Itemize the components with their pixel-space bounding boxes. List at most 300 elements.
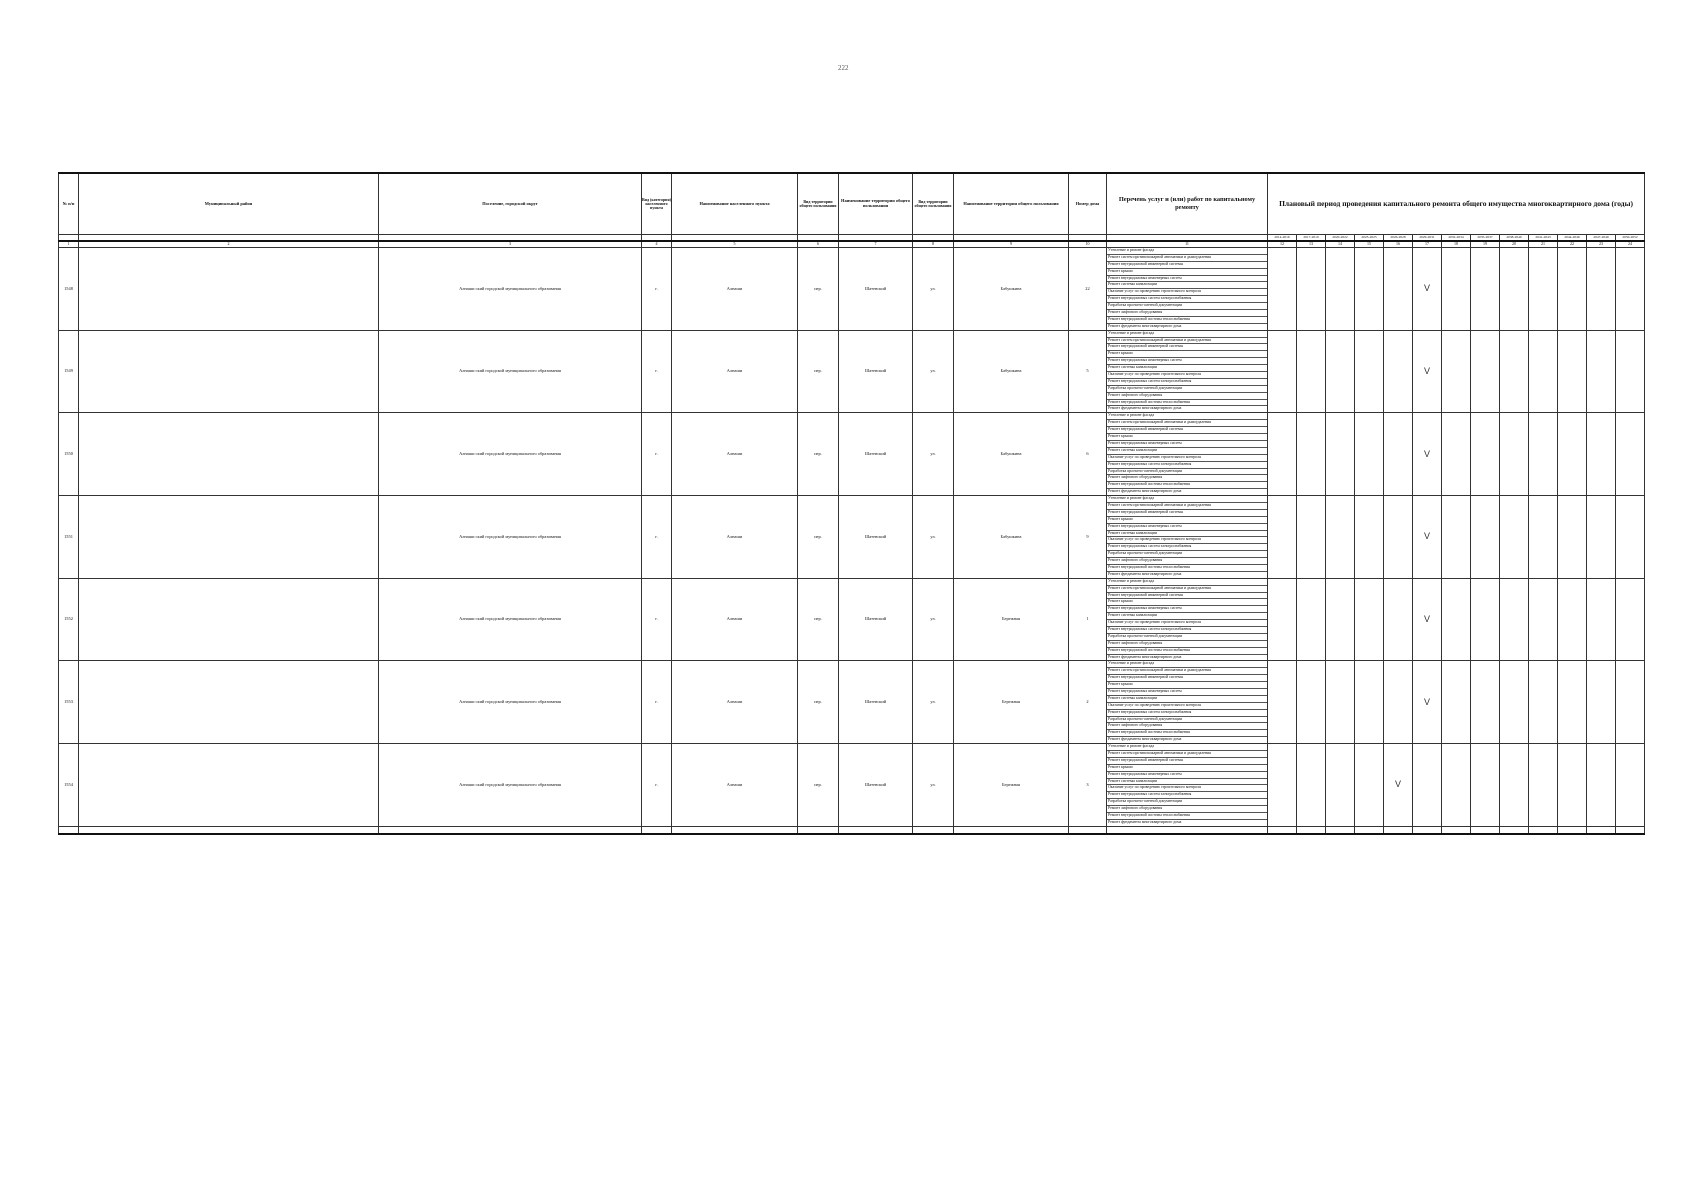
period-cell	[1326, 248, 1355, 331]
work-item: Ремонт внутридомовой инженерной системы	[1107, 593, 1267, 600]
cell-street-type: пер.	[798, 413, 839, 496]
work-item: Ремонт системы канализации	[1107, 365, 1267, 372]
work-item: Ремонт внутридомовой системы теплоснабжения	[1107, 565, 1267, 572]
column-number-cell: 13	[1297, 241, 1326, 248]
period-header-cell: 2044-2046	[1558, 235, 1587, 242]
work-item: Ремонт лифтового оборудования	[1107, 723, 1267, 730]
period-header-cell: 2014-2016	[1268, 235, 1297, 242]
period-cell	[1616, 578, 1645, 661]
period-cell	[1268, 330, 1297, 413]
cell-street-type: пер.	[798, 330, 839, 413]
work-item: Ремонт фундамента многоквартирного дома	[1108, 737, 1182, 742]
header-plan: Плановый период проведения капитального ремонта общего имущества многоквартирного дома (годы)	[1268, 173, 1645, 235]
period-cell	[1355, 496, 1384, 579]
cell-street-name: Шатенский	[839, 248, 913, 331]
period-cell	[1355, 248, 1384, 331]
period-header-cell: 2047-2049	[1587, 235, 1616, 242]
period-cell	[1297, 496, 1326, 579]
period-cell	[1471, 578, 1500, 661]
header-locality-type: Вид (категория) населенного пункта	[642, 173, 672, 235]
cell-settlement: Алнаши ский городской муниципального образования	[379, 413, 642, 496]
empty-cell	[839, 826, 913, 834]
period-cell	[1355, 330, 1384, 413]
period-cell	[1384, 413, 1413, 496]
work-item: Ремонт внутридомовой системы теплоснабжения	[1107, 482, 1267, 489]
work-item: Ремонт систем противопожарной автоматики и дымоудаления	[1107, 751, 1267, 758]
page-number: 222	[838, 64, 849, 72]
work-item: Ремонт системы канализации	[1107, 779, 1267, 786]
work-item: Ремонт системы канализации	[1107, 613, 1267, 620]
period-cell	[1616, 413, 1645, 496]
work-item: Ремонт внутридомовых систем электроснабжения	[1107, 627, 1267, 634]
period-header-cell: 2041-2043	[1529, 235, 1558, 242]
work-item: Ремонт лифтового оборудования	[1107, 558, 1267, 565]
cell-street-name: Шатенский	[839, 413, 913, 496]
work-item: Разработка проектно-сметной документации	[1107, 799, 1267, 806]
work-item: Ремонт внутридомовой системы теплоснабжения	[1107, 400, 1267, 407]
cell-house-no: 2	[1069, 661, 1107, 744]
empty-cell	[1326, 826, 1355, 834]
cell-num: 1552	[59, 578, 79, 661]
work-item: Утепление и ремонт фасада	[1107, 413, 1267, 420]
period-cell	[1442, 330, 1471, 413]
period-cell	[1442, 413, 1471, 496]
empty-cell	[1069, 826, 1107, 834]
period-cell	[1326, 413, 1355, 496]
period-cell	[1326, 661, 1355, 744]
work-item: Ремонт внутридомовых систем электроснабжения	[1107, 462, 1267, 469]
table-row	[59, 248, 1645, 331]
period-cell	[1326, 744, 1355, 827]
period-cell	[1297, 661, 1326, 744]
table-row	[59, 330, 1645, 413]
cell-street-type: пер.	[798, 744, 839, 827]
period-cell	[1442, 661, 1471, 744]
work-item: Ремонт крыши	[1107, 765, 1267, 772]
cell-settlement: Алнаши ский городской муниципального образования	[379, 330, 642, 413]
period-cell	[1500, 330, 1529, 413]
work-item: Ремонт внутридомовых инженерных систем	[1107, 276, 1267, 283]
cell-street-name: Шатенский	[839, 578, 913, 661]
empty-cell	[1616, 826, 1645, 834]
period-cell	[1529, 496, 1558, 579]
cell-house-no: 22	[1069, 248, 1107, 331]
cell-locality-type: г.	[642, 744, 672, 827]
period-cell	[1384, 248, 1413, 331]
work-item: Оказание услуг по проведению строительного контроля	[1107, 289, 1267, 296]
period-cell	[1297, 744, 1326, 827]
table-row	[59, 578, 1645, 661]
period-cell	[1558, 248, 1587, 331]
period-cell	[1587, 413, 1616, 496]
column-number-cell: 22	[1558, 241, 1587, 248]
work-item: Ремонт внутридомовых систем электроснабжения	[1107, 710, 1267, 717]
work-item: Ремонт фундамента многоквартирного дома	[1108, 489, 1182, 494]
header-house-no: Номер дома	[1069, 173, 1107, 235]
cell-num: 1549	[59, 330, 79, 413]
empty-cell	[79, 826, 379, 834]
column-number-cell: 8	[913, 241, 954, 248]
period-cell	[1355, 413, 1384, 496]
period-cell	[1558, 744, 1587, 827]
period-cell	[1268, 578, 1297, 661]
work-item: Ремонт лифтового оборудования	[1107, 393, 1267, 400]
header-settlement: Поселение, городской округ	[379, 173, 642, 235]
empty-cell	[1500, 826, 1529, 834]
work-item: Оказание услуг по проведению строительного контроля	[1107, 703, 1267, 710]
work-item: Ремонт лифтового оборудования	[1107, 310, 1267, 317]
period-cell	[1471, 248, 1500, 331]
work-item: Ремонт внутридомовых систем электроснабжения	[1107, 544, 1267, 551]
period-cell	[1384, 661, 1413, 744]
period-cell	[1587, 496, 1616, 579]
empty-cell	[1413, 826, 1442, 834]
table-row	[59, 661, 1645, 744]
work-item: Ремонт внутридомовых инженерных систем	[1107, 689, 1267, 696]
cell-works-list	[1107, 661, 1268, 744]
period-header-cell: 2050-2052	[1616, 235, 1645, 242]
period-cell	[1616, 330, 1645, 413]
period-cell	[1587, 248, 1616, 331]
column-number-cell: 11	[1107, 241, 1268, 248]
period-cell	[1268, 248, 1297, 331]
period-mark: V	[1413, 413, 1442, 496]
table-row	[59, 413, 1645, 496]
empty-cell	[1384, 826, 1413, 834]
empty-cell	[954, 826, 1069, 834]
cell-district	[79, 661, 379, 744]
cell-building-name: Бережная	[954, 661, 1069, 744]
work-item: Разработка проектно-сметной документации	[1107, 551, 1267, 558]
period-cell	[1500, 413, 1529, 496]
cell-building-name: Бабушкина	[954, 496, 1069, 579]
empty-cell	[1355, 826, 1384, 834]
cell-works-list	[1107, 330, 1268, 413]
cell-locality-name: Алнаши	[672, 744, 798, 827]
cell-building-type: ул.	[913, 248, 954, 331]
header-building-type: Вид территории общего пользования	[913, 173, 954, 235]
empty-cell	[642, 826, 672, 834]
cell-works-list	[1107, 578, 1268, 661]
cell-locality-name: Алнаши	[672, 496, 798, 579]
period-cell	[1529, 661, 1558, 744]
work-item: Ремонт систем противопожарной автоматики и дымоудаления	[1107, 503, 1267, 510]
period-cell	[1326, 496, 1355, 579]
period-cell	[1587, 578, 1616, 661]
column-number-cell: 16	[1384, 241, 1413, 248]
work-item: Ремонт крыши	[1107, 517, 1267, 524]
empty-cell	[1471, 826, 1500, 834]
work-item: Разработка проектно-сметной документации	[1107, 386, 1267, 393]
header-works: Перечень услуг и (или) работ по капитальному ремонту	[1107, 173, 1268, 235]
cell-works-list	[1107, 744, 1268, 827]
cell-street-name: Шатенский	[839, 330, 913, 413]
work-item: Ремонт внутридомовой инженерной системы	[1107, 427, 1267, 434]
empty-cell	[672, 826, 798, 834]
work-item: Ремонт внутридомовых инженерных систем	[1107, 524, 1267, 531]
work-item: Ремонт внутридомовых инженерных систем	[1107, 441, 1267, 448]
cell-settlement: Алнаши ский городской муниципального образования	[379, 661, 642, 744]
cell-building-type: ул.	[913, 661, 954, 744]
register-body	[59, 248, 1645, 834]
column-number-cell: 10	[1069, 241, 1107, 248]
work-item: Ремонт внутридомовой инженерной системы	[1107, 344, 1267, 351]
column-number-cell: 15	[1355, 241, 1384, 248]
cell-settlement: Алнаши ский городской муниципального образования	[379, 744, 642, 827]
work-item: Ремонт внутридомовой инженерной системы	[1107, 510, 1267, 517]
cell-num: 1554	[59, 744, 79, 827]
period-cell	[1616, 661, 1645, 744]
work-item: Утепление и ремонт фасада	[1107, 496, 1267, 503]
cell-district	[79, 248, 379, 331]
column-number-cell: 19	[1471, 241, 1500, 248]
cell-house-no: 5	[1069, 330, 1107, 413]
period-cell	[1471, 744, 1500, 827]
work-item: Ремонт фундамента многоквартирного дома	[1108, 323, 1182, 328]
period-cell	[1471, 413, 1500, 496]
work-item: Ремонт внутридомовых систем электроснабжения	[1107, 792, 1267, 799]
period-header-cell: 2017-2019	[1297, 235, 1326, 242]
period-cell	[1529, 248, 1558, 331]
cell-num: 1550	[59, 413, 79, 496]
column-number-cell: 9	[954, 241, 1069, 248]
cell-works-list	[1107, 496, 1268, 579]
period-cell	[1558, 330, 1587, 413]
period-cell	[1500, 661, 1529, 744]
cell-district	[79, 413, 379, 496]
period-cell	[1355, 578, 1384, 661]
empty-cell	[798, 826, 839, 834]
column-number-cell: 7	[839, 241, 913, 248]
header-district: Муниципальный район	[79, 173, 379, 235]
column-number-cell: 4	[642, 241, 672, 248]
cell-district	[79, 578, 379, 661]
empty-cell	[1107, 826, 1268, 834]
period-cell	[1587, 661, 1616, 744]
period-cell	[1529, 744, 1558, 827]
cell-street-name: Шатенский	[839, 661, 913, 744]
period-cell	[1587, 744, 1616, 827]
capital-repair-register-table	[58, 172, 1645, 835]
cell-house-no: 6	[1069, 413, 1107, 496]
column-number-cell: 24	[1616, 241, 1645, 248]
work-item: Ремонт крыши	[1107, 599, 1267, 606]
work-item: Ремонт лифтового оборудования	[1107, 641, 1267, 648]
period-cell	[1268, 661, 1297, 744]
cell-building-type: ул.	[913, 330, 954, 413]
period-header-cell: 2020-2022	[1326, 235, 1355, 242]
column-number-cell: 18	[1442, 241, 1471, 248]
period-cell	[1297, 330, 1326, 413]
cell-house-no: 1	[1069, 578, 1107, 661]
period-cell	[1268, 744, 1297, 827]
cell-district	[79, 496, 379, 579]
period-mark: V	[1413, 578, 1442, 661]
period-cell	[1297, 248, 1326, 331]
work-item: Ремонт систем противопожарной автоматики и дымоудаления	[1107, 420, 1267, 427]
period-header-cell: 2032-2034	[1442, 235, 1471, 242]
cell-works-list	[1107, 248, 1268, 331]
cell-num: 1548	[59, 248, 79, 331]
cell-building-name: Бабушкина	[954, 248, 1069, 331]
work-item: Оказание услуг по проведению строительного контроля	[1107, 455, 1267, 462]
period-cell	[1500, 248, 1529, 331]
header-locality-name: Наименование населенного пункта	[672, 173, 798, 235]
work-item: Ремонт внутридомовых систем электроснабжения	[1107, 379, 1267, 386]
cell-street-name: Шатенский	[839, 744, 913, 827]
period-cell	[1355, 661, 1384, 744]
cell-building-type: ул.	[913, 413, 954, 496]
column-number-cell: 6	[798, 241, 839, 248]
cell-settlement: Алнаши ский городской муниципального образования	[379, 248, 642, 331]
work-item: Ремонт фундамента многоквартирного дома	[1108, 571, 1182, 576]
period-cell	[1442, 744, 1471, 827]
column-number-cell: 21	[1529, 241, 1558, 248]
work-item: Ремонт системы канализации	[1107, 448, 1267, 455]
empty-cell	[379, 826, 642, 834]
table-row	[59, 496, 1645, 579]
period-cell	[1558, 661, 1587, 744]
cell-district	[79, 744, 379, 827]
work-item: Ремонт внутридомовой системы теплоснабжения	[1107, 813, 1267, 820]
header-street-type: Вид территории общего пользования	[798, 173, 839, 235]
cell-settlement: Алнаши ский городской муниципального образования	[379, 578, 642, 661]
cell-num: 1551	[59, 496, 79, 579]
period-header-cell: 2023-2025	[1355, 235, 1384, 242]
period-cell	[1297, 413, 1326, 496]
cell-street-type: пер.	[798, 496, 839, 579]
work-item: Утепление и ремонт фасада	[1107, 331, 1267, 338]
period-cell	[1558, 496, 1587, 579]
table-row	[59, 744, 1645, 827]
period-cell	[1442, 578, 1471, 661]
period-cell	[1355, 744, 1384, 827]
work-item: Ремонт системы канализации	[1107, 282, 1267, 289]
work-item: Ремонт системы канализации	[1107, 531, 1267, 538]
work-item: Ремонт внутридомовой системы теплоснабжения	[1107, 730, 1267, 737]
cell-street-type: пер.	[798, 578, 839, 661]
column-number-cell: 14	[1326, 241, 1355, 248]
cell-locality-type: г.	[642, 661, 672, 744]
work-item: Ремонт внутридомовой системы теплоснабжения	[1107, 648, 1267, 655]
header-building-name: Наименование территории общего пользования	[954, 173, 1069, 235]
table-row-continuation	[59, 826, 1645, 834]
column-number-cell: 3	[379, 241, 642, 248]
cell-street-name: Шатенский	[839, 496, 913, 579]
cell-building-name: Бабушкина	[954, 413, 1069, 496]
empty-cell	[1529, 826, 1558, 834]
cell-locality-name: Алнаши	[672, 578, 798, 661]
period-header-cell: 2038-2040	[1500, 235, 1529, 242]
cell-locality-type: г.	[642, 413, 672, 496]
period-cell	[1616, 744, 1645, 827]
period-cell	[1442, 248, 1471, 331]
work-item: Разработка проектно-сметной документации	[1107, 634, 1267, 641]
cell-building-name: Бабушкина	[954, 330, 1069, 413]
period-cell	[1471, 330, 1500, 413]
period-header-cell: 2035-2037	[1471, 235, 1500, 242]
period-cell	[1558, 578, 1587, 661]
cell-building-name: Бережная	[954, 578, 1069, 661]
cell-locality-name: Алнаши	[672, 661, 798, 744]
empty-cell	[1297, 826, 1326, 834]
period-cell	[1326, 578, 1355, 661]
period-cell	[1529, 330, 1558, 413]
work-item: Разработка проектно-сметной документации	[1107, 717, 1267, 724]
work-item: Ремонт внутридомовой инженерной системы	[1107, 262, 1267, 269]
header-num: № п/п	[59, 173, 79, 235]
cell-locality-name: Алнаши	[672, 248, 798, 331]
work-item: Оказание услуг по проведению строительного контроля	[1107, 785, 1267, 792]
period-cell	[1297, 578, 1326, 661]
cell-locality-name: Алнаши	[672, 330, 798, 413]
work-item: Оказание услуг по проведению строительного контроля	[1107, 537, 1267, 544]
cell-street-type: пер.	[798, 248, 839, 331]
empty-cell	[1442, 826, 1471, 834]
work-item: Ремонт внутридомовых инженерных систем	[1107, 772, 1267, 779]
work-item: Ремонт внутридомовых инженерных систем	[1107, 358, 1267, 365]
cell-building-type: ул.	[913, 578, 954, 661]
work-item: Ремонт крыши	[1107, 351, 1267, 358]
work-item: Ремонт внутридомовой системы теплоснабжения	[1107, 317, 1267, 324]
period-mark: V	[1413, 496, 1442, 579]
period-mark: V	[1413, 248, 1442, 331]
work-item: Ремонт фундамента многоквартирного дома	[1108, 654, 1182, 659]
cell-locality-name: Алнаши	[672, 413, 798, 496]
period-cell	[1529, 578, 1558, 661]
period-cell	[1471, 496, 1500, 579]
work-item: Ремонт крыши	[1107, 434, 1267, 441]
work-item: Ремонт внутридомовой инженерной системы	[1107, 675, 1267, 682]
column-number-cell: 23	[1587, 241, 1616, 248]
work-item: Ремонт систем противопожарной автоматики и дымоудаления	[1107, 255, 1267, 262]
period-cell	[1616, 496, 1645, 579]
cell-building-name: Бережная	[954, 744, 1069, 827]
work-item: Ремонт систем противопожарной автоматики и дымоудаления	[1107, 338, 1267, 345]
cell-num: 1553	[59, 661, 79, 744]
work-item: Ремонт систем противопожарной автоматики и дымоудаления	[1107, 586, 1267, 593]
cell-house-no: 9	[1069, 496, 1107, 579]
cell-street-type: пер.	[798, 661, 839, 744]
work-item: Ремонт систем противопожарной автоматики и дымоудаления	[1107, 668, 1267, 675]
period-header-cell: 2026-2028	[1384, 235, 1413, 242]
column-number-cell: 5	[672, 241, 798, 248]
work-item: Оказание услуг по проведению строительного контроля	[1107, 620, 1267, 627]
cell-building-type: ул.	[913, 744, 954, 827]
work-item: Утепление и ремонт фасада	[1107, 579, 1267, 586]
column-number-cell: 20	[1500, 241, 1529, 248]
work-item: Ремонт внутридомовых инженерных систем	[1107, 606, 1267, 613]
work-item: Ремонт фундамента многоквартирного дома	[1108, 819, 1182, 824]
work-item: Ремонт внутридомовой инженерной системы	[1107, 758, 1267, 765]
work-item: Ремонт внутридомовых систем электроснабжения	[1107, 296, 1267, 303]
period-cell	[1500, 496, 1529, 579]
column-number-cell: 17	[1413, 241, 1442, 248]
work-item: Ремонт фундамента многоквартирного дома	[1108, 406, 1182, 411]
work-item: Ремонт лифтового оборудования	[1107, 806, 1267, 813]
work-item: Утепление и ремонт фасада	[1107, 248, 1267, 255]
period-mark: V	[1413, 330, 1442, 413]
empty-cell	[1558, 826, 1587, 834]
period-cell	[1442, 496, 1471, 579]
cell-building-type: ул.	[913, 496, 954, 579]
period-cell	[1558, 413, 1587, 496]
period-mark: V	[1384, 744, 1413, 827]
cell-locality-type: г.	[642, 248, 672, 331]
period-mark: V	[1413, 661, 1442, 744]
period-cell	[1529, 413, 1558, 496]
empty-cell	[59, 826, 79, 834]
